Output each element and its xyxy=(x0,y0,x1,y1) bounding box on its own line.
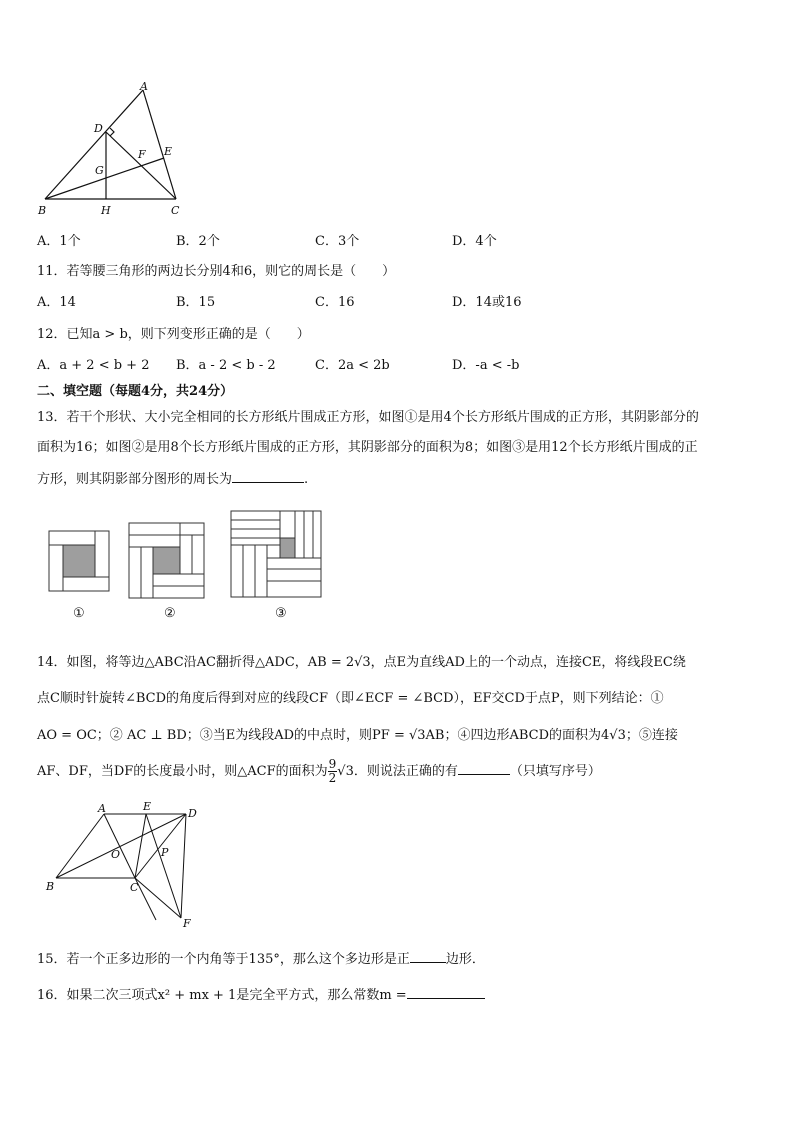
rhombus-figure-q14 xyxy=(40,800,210,935)
label-d: D xyxy=(94,122,103,135)
q14-line-4-text: AF、DF，当DF的长度最小时，则△ACF的面积为 xyxy=(37,764,328,779)
figure-caption-3: ③ xyxy=(275,606,287,621)
q15-before: 15．若一个正多边形的一个内角等于135°，那么这个多边形是正 xyxy=(37,952,410,967)
label-b: B xyxy=(38,204,47,217)
q13-line-2: 面积为16；如图②是用8个长方形纸片围成的正方形，其阴影部分的面积为8；如图③是用12个长方形纸片围成的正 xyxy=(37,440,698,455)
right-angle-mark xyxy=(110,128,114,136)
q16-line xyxy=(37,984,485,1003)
q10-option-a: A．1个 xyxy=(37,234,81,249)
label-e: E xyxy=(143,800,152,813)
fraction-numerator: 9 xyxy=(328,757,337,771)
squares-figure-q13 xyxy=(40,505,340,625)
label-f: F xyxy=(183,917,191,930)
answer-blank-q15[interactable] xyxy=(410,950,446,963)
q14-tail-a: √3．则说法正确的有 xyxy=(337,764,458,779)
q11-option-c: C．16 xyxy=(315,295,355,310)
q14-line-3: AO = OC；② AC ⊥ BD；③当E为线段AD的中点时，则PF = √3AB；④四边形ABCD的面积为4√3；⑤连接 xyxy=(37,728,678,743)
q14-tail-b: （只填写序号） xyxy=(509,764,601,779)
q13-line-1: 13．若干个形状、大小完全相同的长方形纸片围成正方形，如图①是用4个长方形纸片围成的正方形，其阴影部分的 xyxy=(37,410,699,425)
label-c: C xyxy=(171,204,180,217)
q12-option-d: D．-a < -b xyxy=(452,358,520,373)
figure-caption-2: ② xyxy=(164,606,176,621)
section-heading: 二、填空题（每题4分，共24分） xyxy=(37,384,234,399)
label-d: D xyxy=(188,807,197,820)
q13-end: . xyxy=(304,472,309,487)
label-o: O xyxy=(111,848,121,861)
q10-option-d: D．4个 xyxy=(452,234,497,249)
q11-option-a: A．14 xyxy=(37,295,76,310)
label-f: F xyxy=(138,148,146,161)
q15-after: 边形． xyxy=(445,952,485,967)
q14-line-1: 14．如图，将等边△ABC沿AC翻折得△ADC，AB = 2√3，点E为直线AD上的一个动点，连接CE，将线段EC绕 xyxy=(37,655,686,670)
label-p: P xyxy=(161,846,169,859)
q11-stem: 11．若等腰三角形的两边长分别4和6，则它的周长是（ ） xyxy=(37,264,396,279)
label-a: A xyxy=(140,80,148,93)
fraction-nine-halves xyxy=(328,758,338,785)
fraction-denominator: 2 xyxy=(328,771,337,785)
q13-line-3 xyxy=(37,468,308,487)
q13-line-3-text: 方形，则其阴影部分图形的周长为 xyxy=(37,472,233,487)
answer-blank-q13[interactable] xyxy=(232,470,304,483)
q12-stem: 12．已知a > b，则下列变形正确的是（ ） xyxy=(37,327,310,342)
label-a: A xyxy=(98,802,106,815)
q11-option-d: D．14或16 xyxy=(452,295,522,310)
label-e: E xyxy=(164,145,173,158)
figure-caption-1: ① xyxy=(73,606,85,621)
q14-line-2: 点C顺时针旋转∠BCD的角度后得到对应的线段CF（即∠ECF = ∠BCD），EF交CD于点P，则下列结论：① xyxy=(37,691,664,706)
label-b: B xyxy=(46,880,55,893)
q11-option-b: B．15 xyxy=(176,295,216,310)
q12-option-c: C．2a < 2b xyxy=(315,358,390,373)
answer-blank-q14[interactable] xyxy=(458,762,510,775)
q12-option-b: B．a - 2 < b - 2 xyxy=(176,358,276,373)
label-g: G xyxy=(95,164,104,177)
answer-blank-q16[interactable] xyxy=(407,986,485,999)
q14-line-4 xyxy=(37,758,601,785)
q10-option-b: B．2个 xyxy=(176,234,220,249)
q12-option-a: A．a + 2 < b + 2 xyxy=(37,358,150,373)
q10-option-c: C．3个 xyxy=(315,234,360,249)
label-c: C xyxy=(130,881,139,894)
q15-line xyxy=(37,948,485,967)
label-h: H xyxy=(101,204,111,217)
triangle-figure-q10 xyxy=(30,78,200,220)
q16-text: 16．如果二次三项式x² + mx + 1是完全平方式，那么常数m = xyxy=(37,988,407,1003)
